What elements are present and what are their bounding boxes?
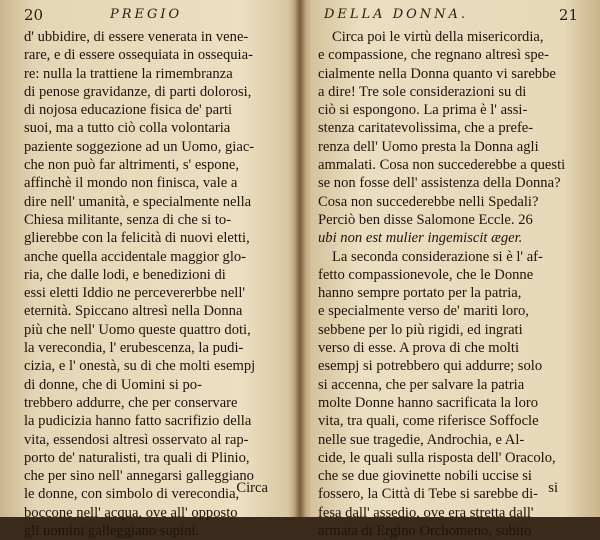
text-line: a dire! Tre sole considerazioni su di (318, 83, 527, 100)
text-line: ria, che dalle lodi, e benedizioni di (24, 266, 226, 283)
text-line: re: nulla la trattiene la rimembranza (24, 65, 233, 82)
running-head: DELLA DONNA. (324, 7, 469, 22)
text-line: cizia, e l' onestà, su di che molti esempj (24, 358, 256, 375)
text-line: glierebbe con la felicità di nuovi eletti, (24, 230, 250, 247)
text-line: anche quella accidentale maggior glo- (24, 248, 247, 265)
text-line: di donne, che di Uomini si po- (24, 376, 202, 393)
text-line: hanno sempre portato per la patria, (318, 285, 522, 302)
text-line: porto de' naturalisti, tra quali di Plinio, (24, 449, 250, 466)
left-page-text (24, 28, 290, 540)
text-line: di nojosa educazione fisica de' parti (24, 102, 233, 119)
text-line: ammalati. Cosa non succederebbe a questi (318, 157, 566, 174)
text-line: che non può far altrimenti, s' espone, (24, 157, 239, 174)
text-line: paziente soggezione ad un Uomo, giac- (24, 138, 255, 155)
text-line: cialmente nella Donna quanto vi sarebbe (318, 65, 556, 82)
text-line: se non fosse dell' assistenza della Donna? (318, 175, 561, 192)
text-line: che se due giovinette nobili uccise si (318, 468, 532, 485)
text-line: renza dell' Uomo presta la Donna agli (318, 138, 539, 155)
text-line: le donne, con simbolo di verecondia, (24, 486, 240, 503)
text-line: esempj si potrebbero qui addurre; solo (318, 358, 543, 375)
text-line: d' ubbidire, di essere venerata in vene- (24, 29, 249, 45)
text-line: ciò si espongono. La prima è l' assi- (318, 102, 528, 119)
page-number: 20 (24, 6, 44, 24)
text-line: molte Donne hanno sacrificata la loro (318, 394, 539, 411)
text-line: che per sino nell' annegarsi galleggiano (24, 468, 254, 485)
text-line: Perciò ben disse Salomone Eccle. 26 (318, 211, 533, 228)
text-line: trebbero addurre, che per conservare (24, 394, 238, 411)
text-line: armata di Ergino Orchomeno, subito (318, 523, 532, 540)
text-line: la verecondia, l' erubescenza, la pudi- (24, 340, 244, 357)
text-line: più che nell' Uomo queste quattro doti, (24, 321, 251, 338)
text-line: Circa poi le virtù della misericordia, (332, 29, 544, 45)
text-line: ubi non est mulier ingemiscit æger. (318, 230, 523, 247)
text-line: eternità. Spiccano altresì nella Donna (24, 303, 243, 320)
running-head: PREGIO (110, 7, 183, 22)
text-line: fossero, la Città di Tebe si sarebbe di- (318, 486, 538, 503)
text-line: rare, e di essere ossequiata in ossequia- (24, 47, 253, 64)
text-line: verso di esse. A prova di che molti (318, 340, 520, 357)
text-line: essi eletti Iddio ne percevererbbe nell' (24, 285, 246, 302)
catchword: Circa (236, 480, 268, 496)
text-line: affinchè il mondo non finisca, vale a (24, 175, 238, 192)
text-line: fesa dall' assedio, ove era stretta dall' (318, 504, 534, 521)
text-line: e compassione, che regnano altresì spe- (318, 47, 549, 64)
text-line: gli uomini galleggiano supini. (24, 523, 200, 540)
left-page-header (24, 6, 290, 28)
left-page (0, 0, 296, 540)
text-line: fetto compassionevole, che le Donne (318, 266, 534, 283)
text-line: vita, essendosi altresì osservato al rap- (24, 431, 249, 448)
text-line: nelle sue tragedie, Androchia, e Al- (318, 431, 525, 448)
right-page-text (318, 28, 578, 540)
text-line: suoi, ma a tutto ciò colla volontaria (24, 120, 231, 137)
text-line: e specialmente verso de' mariti loro, (318, 303, 529, 320)
right-page-header (318, 6, 578, 28)
text-line: stenza caritatevolissima, che a prefe- (318, 120, 534, 137)
text-line: boccone nell' acqua, ove all' opposto (24, 504, 238, 521)
text-line: dire nell' umanità, e specialmente nella (24, 193, 252, 210)
text-line: Cosa non succederebbe nelli Spedali? (318, 193, 539, 210)
text-line: la pudicizia hanno fatto sacrifizio della (24, 413, 252, 430)
catchword: si (548, 480, 558, 496)
page-number: 21 (558, 6, 578, 24)
text-line: di penose gravidanze, di parti dolorosi, (24, 83, 252, 100)
text-line: vita, tra quali, come riferisce Soffocle (318, 413, 539, 430)
text-line: cide, le quali sulla risposta dell' Oracolo, (318, 449, 556, 466)
text-line: sebbene per lo più rigidi, ed ingrati (318, 321, 523, 338)
right-page (304, 0, 600, 540)
text-line: La seconda considerazione si è l' af- (332, 248, 543, 265)
text-line: si accenna, che per salvare la patria (318, 376, 525, 393)
text-line: Chiesa militante, senza di che si to- (24, 211, 232, 228)
